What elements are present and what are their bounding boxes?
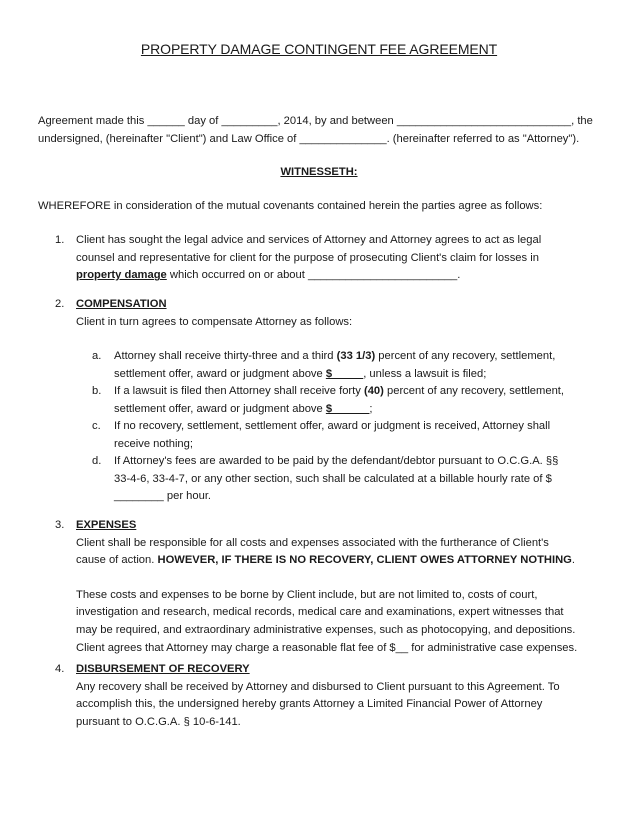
section-1 (38, 232, 598, 292)
wherefore-paragraph: WHEREFORE in consideration of the mutual covenants contained herein the parties agree as follows: (38, 200, 543, 212)
percent-emphasis: (40) (363, 385, 384, 397)
section-line: Client in turn agrees to compensate Attorney as follows: (76, 315, 353, 328)
subitem-letter: b. (92, 385, 102, 397)
subitem-letter: c. (92, 420, 101, 432)
section-number: 4. (55, 663, 65, 675)
section-3-text: EXPENSES Client shall be responsible for all costs and expenses associated with the furtherance of Client's cause of action. HOWEVER, IF THERE IS NO RECOVERY, CLIENT OWES ATTORNEY NOTHING. These costs and expenses to be borne by Client include, but are not limited to, costs of court, investigation and research, medical records, medical care and examinations, expert witnesses that may be required, and extraordinary administrative expenses, such as photocopying, and depositions. Client agrees that Attorney may charge a reasonable flat fee of $__ for administrative case expenses. (76, 517, 598, 657)
subitem-letter: d. (92, 455, 102, 467)
amount-blank: $_____ (325, 367, 364, 380)
expenses-heading: EXPENSES (76, 519, 137, 531)
document-title: PROPERTY DAMAGE CONTINGENT FEE AGREEMENT (140, 41, 498, 57)
subitem-letter: a. (92, 350, 102, 362)
percent-emphasis: (33 1/3) (336, 350, 376, 362)
section-3 (38, 517, 598, 654)
section-2-text (76, 296, 598, 331)
intro-line: Agreement made this ______ day of _________, 2014, by and between ____________________________, the (38, 115, 593, 127)
subitem-a-text: Attorney shall receive thirty-three and a third (33 1/3) percent of any recovery, settlement, settlement offer, award or judgment above $_____, unless a lawsuit is filed; (114, 350, 556, 380)
section-number: 1. (55, 234, 65, 246)
compensation-heading: COMPENSATION (76, 298, 167, 310)
witnesseth-heading: WITNESSETH: (280, 166, 358, 178)
section-1-text (76, 232, 598, 285)
section-number: 3. (55, 519, 65, 531)
subitem-c-text: If no recovery, settlement, settlement offer, award or judgment is received, Attorney shall receive nothing; (114, 420, 551, 450)
section-line: counsel and representative for client for the purpose of prosecuting Client's claim for losses in (76, 251, 539, 264)
intro-paragraph (38, 113, 608, 148)
property-damage-emphasis: property damage (76, 269, 167, 282)
section-line: Client has sought the legal advice and services of Attorney and Attorney agrees to act as legal (76, 234, 542, 246)
subitem-b-text: If a lawsuit is filed then Attorney shall receive forty (40) percent of any recovery, settlement, settlement offer, award or judgment above $______; (114, 385, 565, 415)
section-4-text: DISBURSEMENT OF RECOVERY Any recovery shall be received by Attorney and disbursed to Client pursuant to this Agreement. To accomplish this, the undersigned hereby grants Attorney a Limited Financial Power of Attorney pursuant to O.C.G.A. § 10-6-141. (76, 661, 598, 731)
subitem-c (92, 418, 598, 454)
no-recovery-emphasis: HOWEVER, IF THERE IS NO RECOVERY, CLIENT OWES ATTORNEY NOTHING (157, 554, 572, 567)
disbursement-heading: DISBURSEMENT OF RECOVERY (76, 663, 250, 675)
section-2 (38, 296, 598, 332)
subitem-d (92, 453, 598, 507)
subitem-b (92, 383, 598, 419)
section-4 (38, 661, 598, 741)
intro-line: undersigned, (hereinafter "Client") and Law Office of ______________. (hereinafter referred to as "Attorney"). (38, 132, 580, 145)
section-line: property damage which occurred on or about ________________________. (76, 269, 461, 282)
subitem-d-text: If Attorney's fees are awarded to be paid by the defendant/debtor pursuant to O.C.G.A. §§ 33-4-6, 33-4-7, or any other section, such shall be calculated at a billable hourly rate of $ ________ per hour. (114, 455, 559, 503)
date-blank: ________________________ (307, 269, 458, 282)
section-number: 2. (55, 298, 65, 310)
subitem-a (92, 348, 598, 384)
amount-blank: $______ (325, 402, 370, 415)
